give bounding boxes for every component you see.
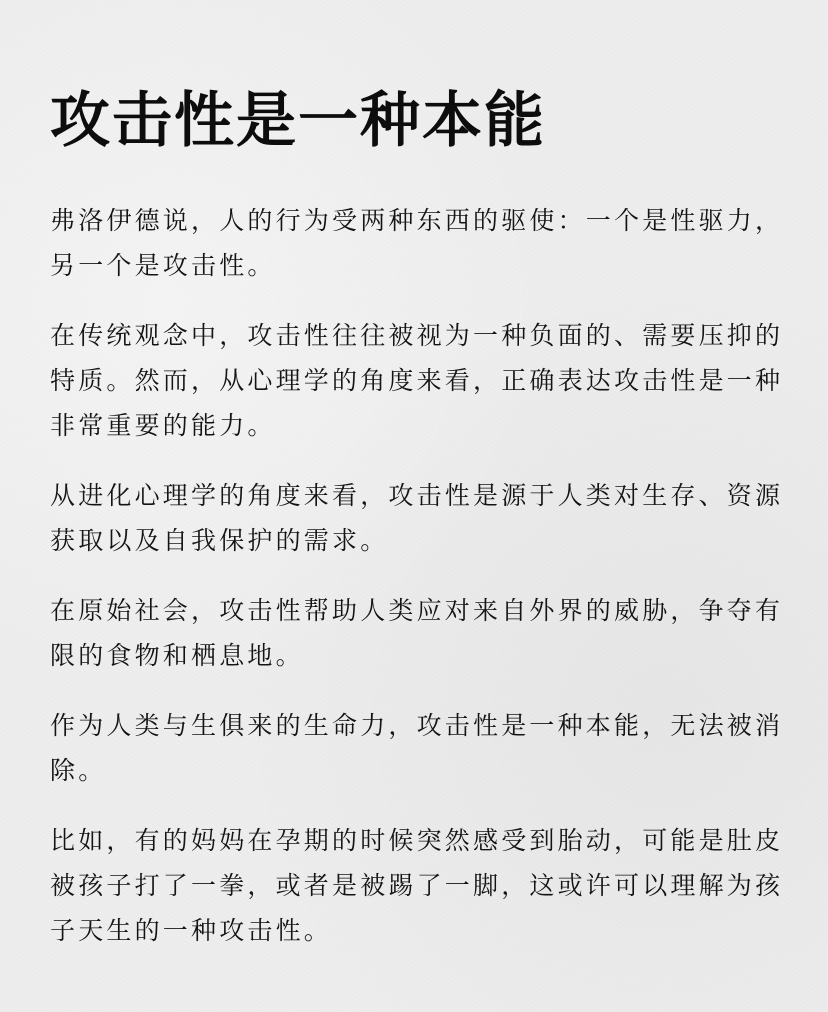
article-title: 攻击性是一种本能 xyxy=(50,86,546,156)
paragraph-4: 在原始社会，攻击性帮助人类应对来自外界的威胁，争夺有限的食物和栖息地。 xyxy=(50,596,784,670)
article-body xyxy=(50,198,788,953)
paragraph-3: 从进化心理学的角度来看，攻击性是源于人类对生存、资源获取以及自我保护的需求。 xyxy=(50,481,784,555)
paragraph-5: 作为人类与生俱来的生命力，攻击性是一种本能，无法被消除。 xyxy=(50,711,784,785)
paragraph-1: 弗洛伊德说，人的行为受两种东西的驱使：一个是性驱力，另一个是攻击性。 xyxy=(50,206,784,280)
paragraph-2: 在传统观念中，攻击性往往被视为一种负面的、需要压抑的特质。然而，从心理学的角度来看，正确表达攻击性是一种非常重要的能力。 xyxy=(50,321,784,440)
paragraph-6: 比如，有的妈妈在孕期的时候突然感受到胎动，可能是肚皮被孩子打了一拳，或者是被踢了一脚，这或许可以理解为孩子天生的一种攻击性。 xyxy=(50,826,784,945)
